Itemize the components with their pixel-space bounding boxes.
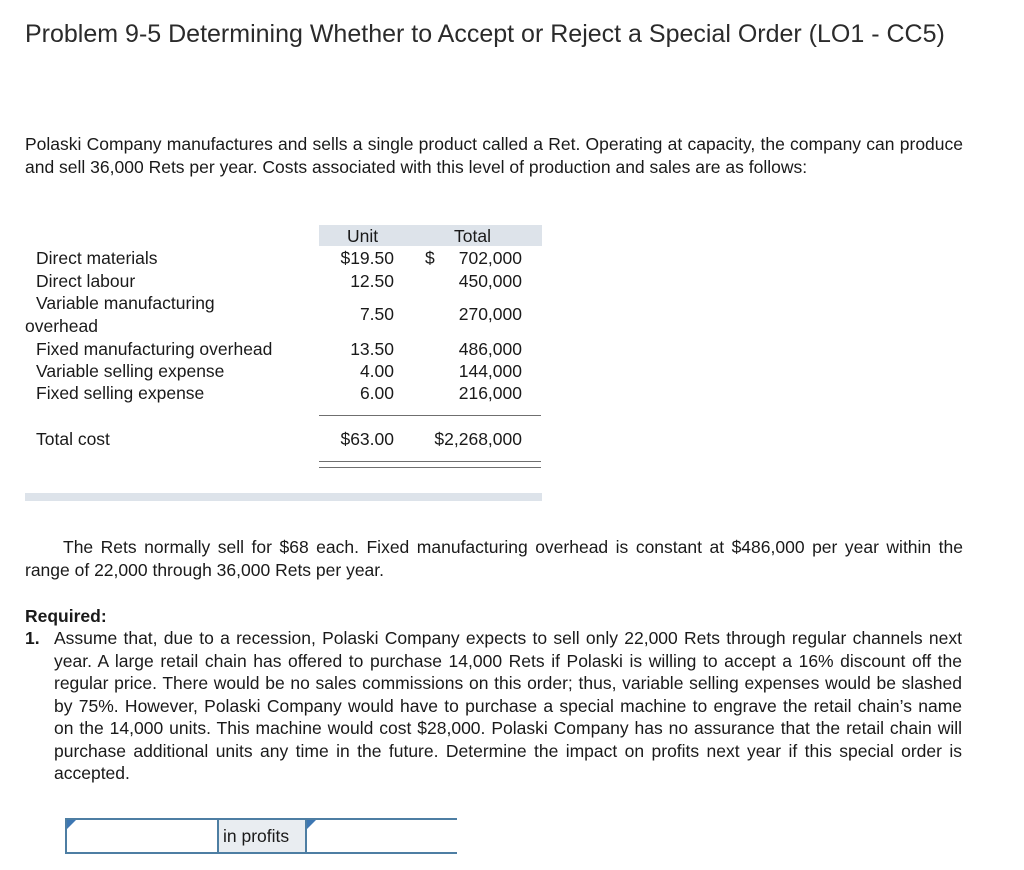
dropdown-marker-icon xyxy=(67,820,76,829)
total-value: 486,000 xyxy=(458,339,522,359)
answer-row xyxy=(65,818,457,854)
price-paragraph: The Rets normally sell for $68 each. Fixed manufacturing overhead is constant at $486,000 per year within the range of 22,000 through 36,000 Rets per year. xyxy=(25,537,963,580)
subtotal-rule xyxy=(319,415,541,416)
total-unit-value: $63.00 xyxy=(340,429,394,449)
grand-total-value: $2,268,000 xyxy=(434,429,522,449)
total-header: Total xyxy=(454,226,491,246)
row-label-continued: overhead xyxy=(25,316,98,336)
row-label: Variable manufacturing xyxy=(36,293,215,313)
in-profits-label: in profits xyxy=(219,820,305,852)
unit-header: Unit xyxy=(347,226,379,246)
double-rule-bottom xyxy=(319,467,541,468)
requirement-text: Assume that, due to a recession, Polaski Company expects to sell only 22,000 Rets through regular channels next year. A large retail chain has offered to purchase 14,000 Rets if Polaski is willing to accept a 16% discount off the regular price. There would be no sales commissions on this order; thus, variable selling expenses would be slashed by 75%. However, Polaski Company would have to purchase a special machine to engrave the retail chain’s name on the 14,000 units. This machine would cost $28,000. Polaski Company has no assurance that the retail chain will purchase additional units any time in the future. Determine the impact on profits next year if this special order is accepted. xyxy=(54,628,962,783)
total-value: 450,000 xyxy=(458,271,522,291)
required-heading: Required: xyxy=(25,606,107,626)
total-value: 702,000 xyxy=(458,248,522,268)
double-rule-top xyxy=(319,461,541,462)
total-value: 270,000 xyxy=(458,304,522,324)
unit-value: 6.00 xyxy=(359,383,394,403)
row-label: Direct materials xyxy=(36,248,158,268)
row-label: Fixed manufacturing overhead xyxy=(36,339,273,359)
unit-value: 13.50 xyxy=(350,339,394,359)
profit-amount-input[interactable] xyxy=(307,820,467,852)
page-title: Problem 9-5 Determining Whether to Accept or Reject a Special Order (LO1 - CC5) xyxy=(25,20,945,48)
row-label: Direct labour xyxy=(36,271,136,291)
total-value: 216,000 xyxy=(458,383,522,403)
cost-table xyxy=(25,225,542,501)
dollar-sign: $ xyxy=(425,248,435,268)
unit-value: 12.50 xyxy=(350,271,394,291)
total-label: Total cost xyxy=(36,429,110,449)
total-value: 144,000 xyxy=(458,361,522,381)
input-marker-icon xyxy=(307,820,316,829)
unit-value: $19.50 xyxy=(340,248,394,268)
row-label: Fixed selling expense xyxy=(36,383,205,403)
row-label: Variable selling expense xyxy=(36,361,225,381)
requirement-number: 1. xyxy=(25,628,40,648)
table-bottom-band xyxy=(25,493,542,501)
unit-value: 7.50 xyxy=(359,304,394,324)
increase-decrease-select[interactable] xyxy=(67,820,229,852)
unit-value: 4.00 xyxy=(359,361,394,381)
intro-paragraph: Polaski Company manufactures and sells a single product called a Ret. Operating at capacity, the company can produce and sell 36,000 Rets per year. Costs associated with this level of production and sales are as follows: xyxy=(25,134,963,177)
